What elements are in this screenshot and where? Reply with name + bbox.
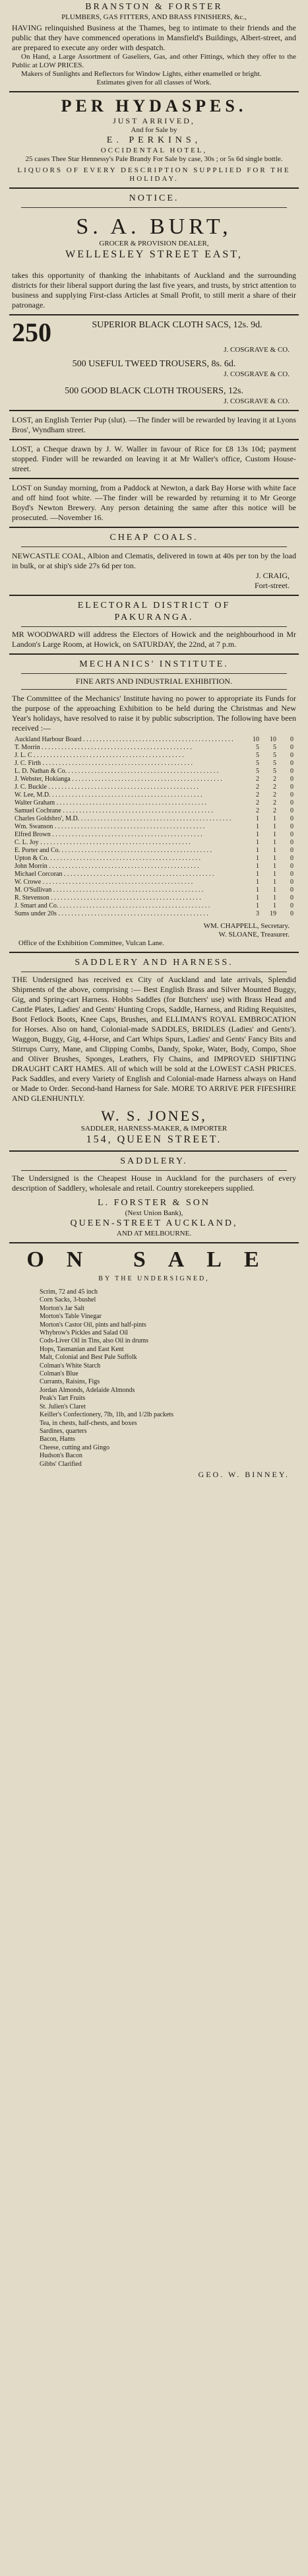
sale-item: St. Julien's Claret: [40, 1403, 86, 1410]
amount-shillings: 2: [273, 791, 276, 799]
column-rule: [9, 1242, 299, 1243]
seller-location: OCCIDENTAL HOTEL,: [100, 147, 208, 154]
seller-name: J. CRAIG,: [255, 571, 290, 580]
amount-pence: 0: [290, 886, 293, 894]
lost-notice: LOST, a Cheque drawn by J. W. Waller in favour of Rice for £8 13s 10d; payment stopped. Finder will be rewarded on leaving it at Mr Waller's office, Custom House-street.: [12, 444, 296, 473]
lost-pup-ad: [0, 415, 308, 435]
sale-item: Cods-Liver Oil in Tins, also Oil in drums: [40, 1337, 149, 1345]
amount-pence: 0: [290, 902, 293, 909]
amount-pounds: 2: [256, 791, 259, 799]
ad-line: JUST ARRIVED,: [113, 116, 195, 125]
ad-title: MECHANICS' INSTITUTE.: [79, 659, 229, 669]
notice-title: NOTICE.: [129, 193, 179, 203]
ad-line: Makers of Sunlights and Reflectors for Window Lights, either enamelled or bright.: [21, 70, 262, 78]
amount-shillings: 1: [273, 847, 276, 854]
trade-subheading: PLUMBERS, GAS FITTERS, AND BRASS FINISHERS, &c.,: [61, 13, 247, 21]
amount-shillings: 10: [270, 736, 276, 743]
amount-shillings: 5: [273, 744, 276, 751]
coal-ad: [0, 532, 308, 591]
amount-pounds: 10: [253, 736, 259, 743]
subscription-row: [15, 855, 293, 863]
treasurer-signature: W. SLOANE, Treasurer.: [218, 931, 290, 939]
amount-pounds: 2: [256, 807, 259, 814]
subscription-list: [12, 736, 296, 918]
ad-footer: LIQUORS OF EVERY DESCRIPTION SUPPLIED FOR THE HOLIDAY.: [17, 166, 291, 183]
amount-pounds: 1: [256, 831, 259, 838]
amount-pounds: 1: [256, 871, 259, 878]
merchant-address-2: AND AT MELBOURNE.: [116, 1230, 192, 1238]
sale-item: Hops, Tasmanian and East Kent: [40, 1345, 124, 1353]
ad-title: SADDLERY AND HARNESS.: [75, 958, 233, 968]
lost-notice: LOST, an English Terrier Pup (slut). —The finder will be rewarded by leaving it at Lyons Bros', Wyndham street.: [12, 415, 296, 434]
ad-body: HAVING relinquished Business at the Thames, beg to intimate to their friends and the public that they have commenced operations in Mansfield's Buildings, Albert-street, and are prepared to execute any order with despatch.: [12, 23, 296, 52]
subscription-row: [15, 871, 293, 878]
amount-shillings: 5: [273, 760, 276, 767]
saddlery-harness-ad: [0, 957, 308, 1146]
column-rule: [9, 527, 299, 528]
sale-item: Tea, in chests, half-chests, and boxes: [40, 1419, 137, 1427]
saddlery-forster-ad: [0, 1156, 308, 1238]
seller-address: Fort-street.: [255, 581, 290, 590]
divider: [21, 207, 287, 208]
amount-pence: 0: [290, 760, 293, 767]
merchant-address: QUEEN-STREET AUCKLAND,: [70, 1218, 238, 1228]
subscription-row: [15, 776, 293, 783]
cosgrave-ad: [0, 319, 308, 406]
amount-pounds: 1: [256, 815, 259, 822]
subscriber-name: J. Webster, Hokianga . . .: [15, 776, 242, 783]
amount-pounds: 1: [256, 839, 259, 846]
amount-pounds: 1: [256, 894, 259, 902]
merchant-street: WELLESLEY STREET EAST,: [65, 249, 243, 260]
subscription-row: [15, 831, 293, 839]
ad-body: 25 cases Thee Star Hennessy's Pale Brandy For Sale by case, 30s ; or 5s 6d single bottle.: [25, 155, 283, 163]
subscription-row: [15, 752, 293, 760]
sale-item: Colman's Blue: [40, 1370, 78, 1378]
amount-shillings: 2: [273, 783, 276, 791]
amount-pounds: 1: [256, 863, 259, 870]
subscriber-name: E. Porter and Co. . . .: [15, 847, 242, 855]
stock-item: 500 GOOD BLACK CLOTH TROUSERS, 12s.: [65, 386, 243, 396]
sale-item: Corn Sacks, 3-bushel: [40, 1296, 96, 1304]
amount-pounds: 1: [256, 847, 259, 854]
column-rule: [9, 314, 299, 315]
subscriber-name: T. Morrin . . .: [15, 744, 242, 752]
ad-body: THE Undersigned has received ex City of Auckland and late arrivals, Splendid Shipments of the above, comprising :— Best English Brass and Silver Mounted Buggy, Gig, and Spring-cart Harness. Hobbs Saddles (for Butchers' use) with Brass Head and Cantle Plates, Ladies' and Gents' Hunting Crops, Saddle, Harness, and Riding Requisites, Boot Fetlock Boots, Knee Caps, Brushes, and ELLIMAN'S ROYAL EMBROCATION for Horses. Also on hand, Colonial-made SADDLES, BRIDLES (Ladies' and Gents'). Waggon, Buggy, Gig, 4-Horse, and Cart Whips Spurs, Ladies' and Gents' Fancy Bits and Stirrups Curry, Mane, and Clipping Combs, Dandy, Spoke, Water, Body, Compo, Shoe and Oliver Brushes, Sponges, Leathers, Fly Chains, and IMPROVED SHIFTING DRAUGHT CART HAMES. All of which will be sold at the LOWEST CASH PRICES. Pack Saddles, and every Variety of English and Colonial-made Harness always on Hand or Made to Order. Second-hand Harness for Sale. MORE TO ARRIVE PER FIFESHIRE AND GLENHUNTLY.: [12, 975, 296, 1103]
sale-item: Morton's Jar Salt: [40, 1304, 84, 1312]
amount-pence: 0: [290, 815, 293, 822]
stock-item: SUPERIOR BLACK CLOTH SACS, 12s. 9d.: [92, 320, 262, 330]
subscriber-name: Wm. Swanson . . .: [15, 823, 242, 831]
amount-pounds: 5: [256, 760, 259, 767]
amount-shillings: 5: [273, 768, 276, 775]
amount-pounds: 2: [256, 783, 259, 791]
subscription-row: [15, 799, 293, 807]
amount-pounds: 1: [256, 902, 259, 909]
merchant-name: W. S. JONES,: [101, 1107, 207, 1124]
divider: [21, 546, 287, 547]
subscriber-name: M. O'Sullivan . . .: [15, 886, 242, 894]
amount-pence: 0: [290, 839, 293, 846]
ad-title: ON SALE: [26, 1247, 282, 1272]
column-rule: [9, 595, 299, 596]
merchant-name: L. FORSTER & SON: [98, 1198, 210, 1208]
subscriber-name: L. D. Nathan & Co. . . .: [15, 768, 242, 776]
subscription-row: [15, 839, 293, 847]
amount-pounds: 1: [256, 823, 259, 830]
subscriber-name: W. Lee, M.D. . . .: [15, 791, 242, 799]
ad-title: CHEAP COALS.: [109, 533, 199, 543]
quantity-figure: 250: [12, 317, 51, 347]
ad-title: SADDLERY.: [120, 1156, 188, 1166]
electoral-ad: [0, 600, 308, 649]
subscriber-name: Elfred Brown . . .: [15, 831, 242, 839]
amount-pence: 0: [290, 807, 293, 814]
firm-signature: J. COSGRAVE & CO.: [224, 370, 290, 378]
subscriber-name: J. Smart and Co. . . .: [15, 902, 242, 910]
amount-pence: 0: [290, 847, 293, 854]
amount-shillings: 1: [273, 855, 276, 862]
sale-item: Peak's Tart Fruits: [40, 1395, 86, 1403]
secretary-signature: WM. CHAPPELL, Secretary.: [203, 922, 290, 930]
merchant-trade: SADDLER, HARNESS-MAKER, & IMPORTER: [80, 1125, 228, 1133]
sale-item: Currants, Raisins, Figs: [40, 1378, 100, 1386]
amount-shillings: 1: [273, 839, 276, 846]
column-rule: [9, 187, 299, 189]
ad-title: PER HYDASPES.: [61, 96, 247, 116]
subscription-row: [15, 823, 293, 831]
sale-item: Morton's Table Vinegar: [40, 1313, 102, 1321]
sale-item: Malt, Colonial and Best Pale Suffolk: [40, 1354, 137, 1362]
amount-shillings: 5: [273, 752, 276, 759]
column-rule: [9, 653, 299, 655]
divider: [21, 689, 287, 690]
amount-pounds: 1: [256, 878, 259, 886]
office-address: Office of the Exhibition Committee, Vulcan Lane.: [18, 939, 164, 947]
mechanics-institute-ad: [0, 659, 308, 948]
advertiser-name: BRANSTON & FORSTER: [85, 2, 223, 12]
hydaspes-ad: [0, 96, 308, 183]
amount-shillings: 1: [273, 815, 276, 822]
ad-title: PAKURANGA.: [114, 612, 194, 622]
subscriber-name: Samuel Cochrane . . .: [15, 807, 242, 815]
merchant-name: S. A. BURT,: [76, 215, 232, 239]
ad-subtitle: FINE ARTS AND INDUSTRIAL EXHIBITION.: [75, 677, 233, 686]
amount-pence: 0: [290, 871, 293, 878]
subscription-row: [15, 744, 293, 752]
amount-pence: 0: [290, 768, 293, 775]
sale-item: Whybrow's Pickles and Salad Oil: [40, 1329, 129, 1337]
seller-signature: GEO. W. BINNEY.: [198, 1469, 290, 1479]
amount-pounds: 5: [256, 744, 259, 751]
column-rule: [9, 439, 299, 440]
column-rule: [9, 1150, 299, 1152]
subscription-row: [15, 910, 293, 918]
subscriber-name: C. L. Joy . . .: [15, 839, 242, 847]
amount-shillings: 1: [273, 894, 276, 902]
merchant-trade: GROCER & PROVISION DEALER,: [99, 240, 209, 248]
sale-item: Scrim, 72 and 45 inch: [40, 1288, 98, 1296]
lost-horse-ad: [0, 483, 308, 523]
amount-pence: 0: [290, 910, 293, 917]
stock-item: 500 USEFUL TWEED TROUSERS, 8s. 6d.: [72, 359, 236, 369]
amount-pence: 0: [290, 831, 293, 838]
amount-pence: 0: [290, 894, 293, 902]
sale-item: Gibbs' Clarified: [40, 1460, 82, 1468]
amount-shillings: 1: [273, 863, 276, 870]
subscription-row: [15, 791, 293, 799]
divider: [21, 673, 287, 674]
amount-pounds: 2: [256, 776, 259, 783]
amount-shillings: 1: [273, 886, 276, 894]
subscription-row: [15, 815, 293, 823]
amount-pounds: 5: [256, 752, 259, 759]
notice-body: takes this opportunity of thanking the inhabitants of Auckland and the surrounding districts for their liberal support during the last five years, and trusts, by strict attention to business and supplying First-class Articles at Small Profit, to still merit a share of their patronage.: [12, 271, 296, 310]
subscription-row: [15, 886, 293, 894]
amount-shillings: 2: [273, 807, 276, 814]
ad-line: On Hand, a Large Assortment of Gaseliers, Gas, and other Fittings, which they offer to the Public at LOW PRICES.: [12, 53, 296, 69]
amount-shillings: 1: [273, 871, 276, 878]
column-rule: [9, 478, 299, 479]
subscriber-name: R. Stevenson . . .: [15, 894, 242, 902]
amount-pence: 0: [290, 791, 293, 799]
lost-notice: LOST on Sunday morning, from a Paddock at Newton, a dark Bay Horse with white face and off hind foot white. —The finder will be rewarded by returning it to Mr George Boyd's Newton Brewery. Any person detaining the same after this notice will be prosecuted. —November 16.: [12, 483, 296, 522]
sale-item: Morton's Castor Oil, pints and half-pints: [40, 1321, 146, 1329]
subscriber-name: Auckland Harbour Board . . .: [15, 736, 242, 744]
sale-item: Cheese, cutting and Gingo: [40, 1443, 110, 1451]
amount-pence: 0: [290, 878, 293, 886]
ad-title: ELECTORAL DISTRICT OF: [77, 601, 231, 611]
amount-pence: 0: [290, 783, 293, 791]
merchant-address: 154, QUEEN STREET.: [86, 1134, 222, 1145]
sale-item: Sardines, quarters: [40, 1427, 87, 1435]
ad-body: The Undersigned is the Cheapest House in Auckland for the purchasers of every description of Saddlery, wholesale and retail. Country storekeepers supplied.: [12, 1173, 296, 1193]
sale-item-list: [12, 1288, 296, 1469]
firm-signature: J. COSGRAVE & CO.: [224, 346, 290, 354]
ad-byline: BY THE UNDERSIGNED,: [98, 1275, 210, 1282]
amount-pounds: 1: [256, 855, 259, 862]
amount-shillings: 2: [273, 776, 276, 783]
on-sale-ad: [0, 1247, 308, 1480]
amount-pounds: 5: [256, 768, 259, 775]
ad-body: The Committee of the Mechanics' Institute having no power to appropriate its Funds for the purpose of the approaching Exhibition to be held during the Christmas and New Year's holidays, have resolved to raise it by public subscription. The following have been received :—: [12, 694, 296, 733]
subscription-row: [15, 768, 293, 776]
subscription-row: [15, 760, 293, 768]
amount-shillings: 1: [273, 831, 276, 838]
ad-body: MR WOODWARD will address the Electors of Howick and the neighbourhood in Mr Landon's Large Room, at Howick, on SATURDAY, the 22nd, at 7 p.m.: [12, 630, 296, 649]
branston-forster-ad: [0, 0, 308, 87]
burt-notice: [0, 193, 308, 310]
subscriber-name: Michael Corcoran . . .: [15, 871, 242, 878]
amount-shillings: 1: [273, 823, 276, 830]
subscriber-name: J. L. C . . .: [15, 752, 242, 760]
firm-signature: J. COSGRAVE & CO.: [224, 397, 290, 405]
ad-line: Estimates given for all classes of Work.: [96, 79, 212, 86]
sale-item: Jordan Almonds, Adelaide Almonds: [40, 1386, 135, 1394]
amount-pence: 0: [290, 776, 293, 783]
sale-item: Bacon, Hams: [40, 1436, 75, 1443]
amount-shillings: 2: [273, 799, 276, 807]
subscription-row: [15, 878, 293, 886]
subscriber-name: Sums under 20s . . .: [15, 910, 242, 918]
amount-pence: 0: [290, 744, 293, 751]
subscriber-name: John Morrin . . .: [15, 863, 242, 871]
amount-pence: 0: [290, 736, 293, 743]
subscription-row: [15, 847, 293, 855]
subscription-row: [15, 902, 293, 910]
sale-item: Hudson's Bacon: [40, 1452, 82, 1460]
amount-pence: 0: [290, 799, 293, 807]
merchant-note: (Next Union Bank),: [125, 1209, 183, 1217]
subscription-row: [15, 863, 293, 871]
subscription-row: [15, 783, 293, 791]
amount-pence: 0: [290, 823, 293, 830]
subscription-row: [15, 807, 293, 815]
amount-pence: 0: [290, 752, 293, 759]
amount-shillings: 1: [273, 902, 276, 909]
amount-pounds: 2: [256, 799, 259, 807]
amount-pounds: 1: [256, 886, 259, 894]
sale-item: Keiller's Confectionery, 7lb, 1lb, and 1/2lb packets: [40, 1411, 174, 1419]
subscriber-name: J. C. Buckle . . .: [15, 783, 242, 791]
ad-line: And for Sale by: [131, 126, 177, 134]
ad-body: NEWCASTLE COAL, Albion and Clematis, delivered in town at 40s per ton by the load in bulk, or at ship's side 27s 6d per ton.: [12, 551, 296, 570]
column-rule: [9, 91, 299, 92]
amount-shillings: 1: [273, 878, 276, 886]
lost-cheque-ad: [0, 444, 308, 474]
subscriber-name: Walter Graham . . .: [15, 799, 242, 807]
subscription-row: [15, 894, 293, 902]
subscription-row: [15, 736, 293, 744]
subscriber-name: Charles Goldsbro', M.D. . . .: [15, 815, 242, 823]
subscriber-name: W. Crowe . . .: [15, 878, 242, 886]
subscriber-name: J. C. Firth . . .: [15, 760, 242, 768]
divider: [21, 1170, 287, 1171]
subscriber-name: Upton & Co. . . .: [15, 855, 242, 863]
amount-shillings: 19: [270, 910, 276, 917]
divider: [21, 626, 287, 627]
amount-pounds: 3: [256, 910, 259, 917]
seller-name: E. PERKINS,: [106, 135, 202, 145]
column-rule: [9, 410, 299, 411]
amount-pence: 0: [290, 863, 293, 870]
amount-pence: 0: [290, 855, 293, 862]
column-rule: [9, 952, 299, 953]
sale-item: Colman's White Starch: [40, 1362, 101, 1370]
